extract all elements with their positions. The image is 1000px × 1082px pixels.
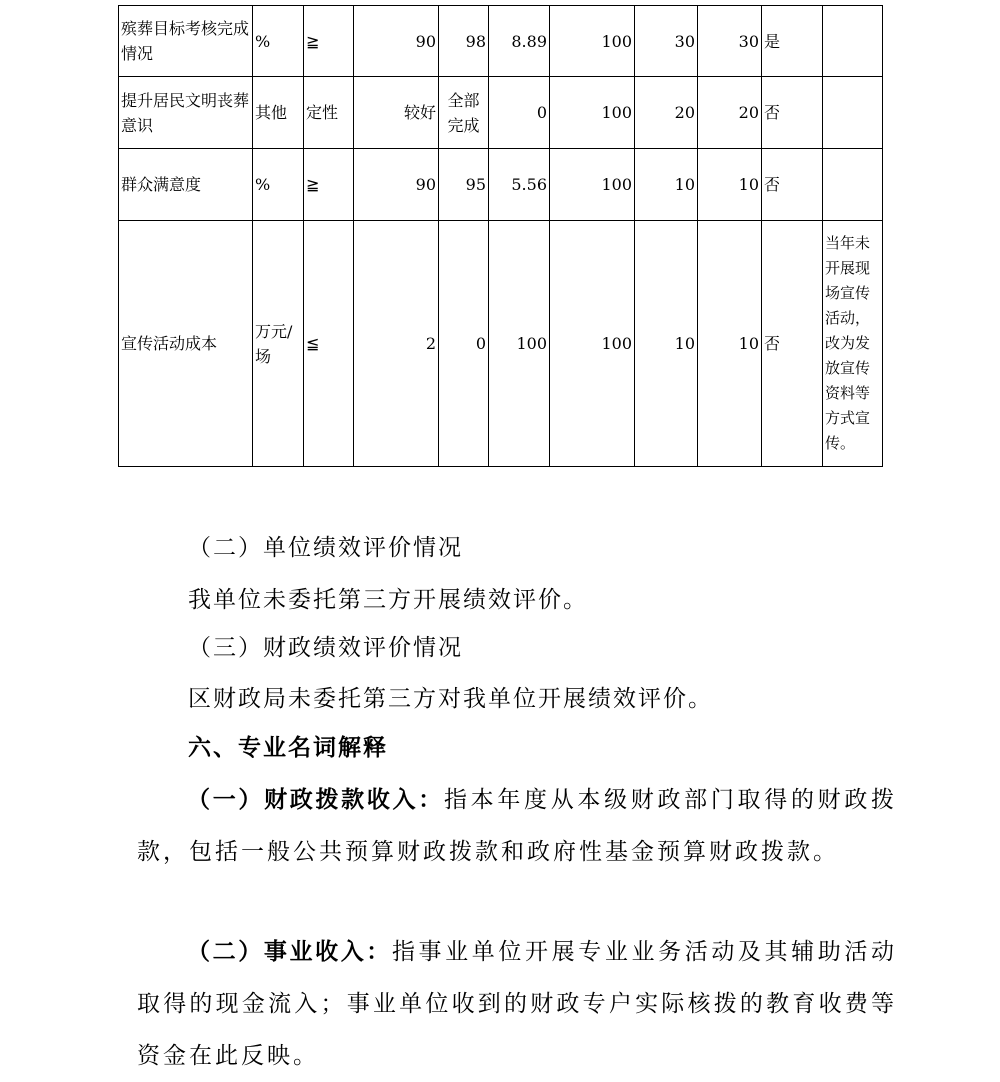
- indicator-unit: 其他: [253, 77, 304, 149]
- indicator-unit: %: [253, 6, 304, 77]
- score-value: 10: [698, 149, 762, 221]
- indicator-operator: 定性: [304, 77, 354, 149]
- term-label: （一）财政拨款收入：: [187, 787, 444, 813]
- table-row: [119, 77, 883, 149]
- completion-rate: 100: [550, 149, 635, 221]
- core-flag: 否: [762, 221, 823, 467]
- indicator-unit: %: [253, 149, 304, 221]
- table-row: [119, 221, 883, 467]
- weight-value: 30: [635, 6, 698, 77]
- indicator-name: 宣传活动成本: [119, 221, 253, 467]
- core-flag: 否: [762, 77, 823, 149]
- completion-rate: 100: [550, 221, 635, 467]
- completion-rate: 100: [550, 77, 635, 149]
- deviation-value: 8.89: [489, 6, 550, 77]
- section-heading: （二）单位绩效评价情况: [188, 535, 463, 561]
- weight-value: 10: [635, 149, 698, 221]
- performance-table: [118, 5, 883, 467]
- target-value: 90: [354, 149, 439, 221]
- indicator-operator: ≧: [304, 6, 354, 77]
- core-flag: 是: [762, 6, 823, 77]
- actual-value: 全部完成: [439, 77, 489, 149]
- section-heading: （三）财政绩效评价情况: [188, 635, 463, 661]
- remark: 当年未开展现场宣传活动，改为发放宣传资料等方式宣传。: [823, 221, 883, 467]
- target-value: 2: [354, 221, 439, 467]
- deviation-value: 100: [489, 221, 550, 467]
- actual-value: 0: [439, 221, 489, 467]
- actual-value: 98: [439, 6, 489, 77]
- deviation-value: 0: [489, 77, 550, 149]
- actual-value: 95: [439, 149, 489, 221]
- chapter-heading: 六、专业名词解释: [188, 735, 388, 761]
- indicator-name: 殡葬目标考核完成情况: [119, 6, 253, 77]
- remark: [823, 77, 883, 149]
- remark: [823, 149, 883, 221]
- weight-value: 20: [635, 77, 698, 149]
- indicator-name: 群众满意度: [119, 149, 253, 221]
- table-row: [119, 6, 883, 77]
- indicator-unit: 万元/场: [253, 221, 304, 467]
- target-value: 90: [354, 6, 439, 77]
- table-row: [119, 149, 883, 221]
- core-flag: 否: [762, 149, 823, 221]
- section-body: 我单位未委托第三方开展绩效评价。: [188, 587, 588, 613]
- score-value: 20: [698, 77, 762, 149]
- indicator-operator: ≧: [304, 149, 354, 221]
- weight-value: 10: [635, 221, 698, 467]
- score-value: 10: [698, 221, 762, 467]
- remark: [823, 6, 883, 77]
- deviation-value: 5.56: [489, 149, 550, 221]
- indicator-name: 提升居民文明丧葬意识: [119, 77, 253, 149]
- section-body: 区财政局未委托第三方对我单位开展绩效评价。: [188, 686, 713, 712]
- target-value: 较好: [354, 77, 439, 149]
- term-text: 指本年度从本级财政部门取得的财政拨款，包括一般公共预算财政拨款和政府性基金预算财政拨款。: [137, 787, 898, 865]
- term-label: （二）事业收入：: [187, 939, 392, 965]
- term-text: 指事业单位开展专业业务活动及其辅助活动取得的现金流入；事业单位收到的财政专户实际核拨的教育收费等资金在此反映。: [137, 939, 898, 1069]
- completion-rate: 100: [550, 6, 635, 77]
- term-definition-2: [137, 926, 897, 1082]
- term-definition-1: [137, 774, 897, 878]
- indicator-operator: ≦: [304, 221, 354, 467]
- score-value: 30: [698, 6, 762, 77]
